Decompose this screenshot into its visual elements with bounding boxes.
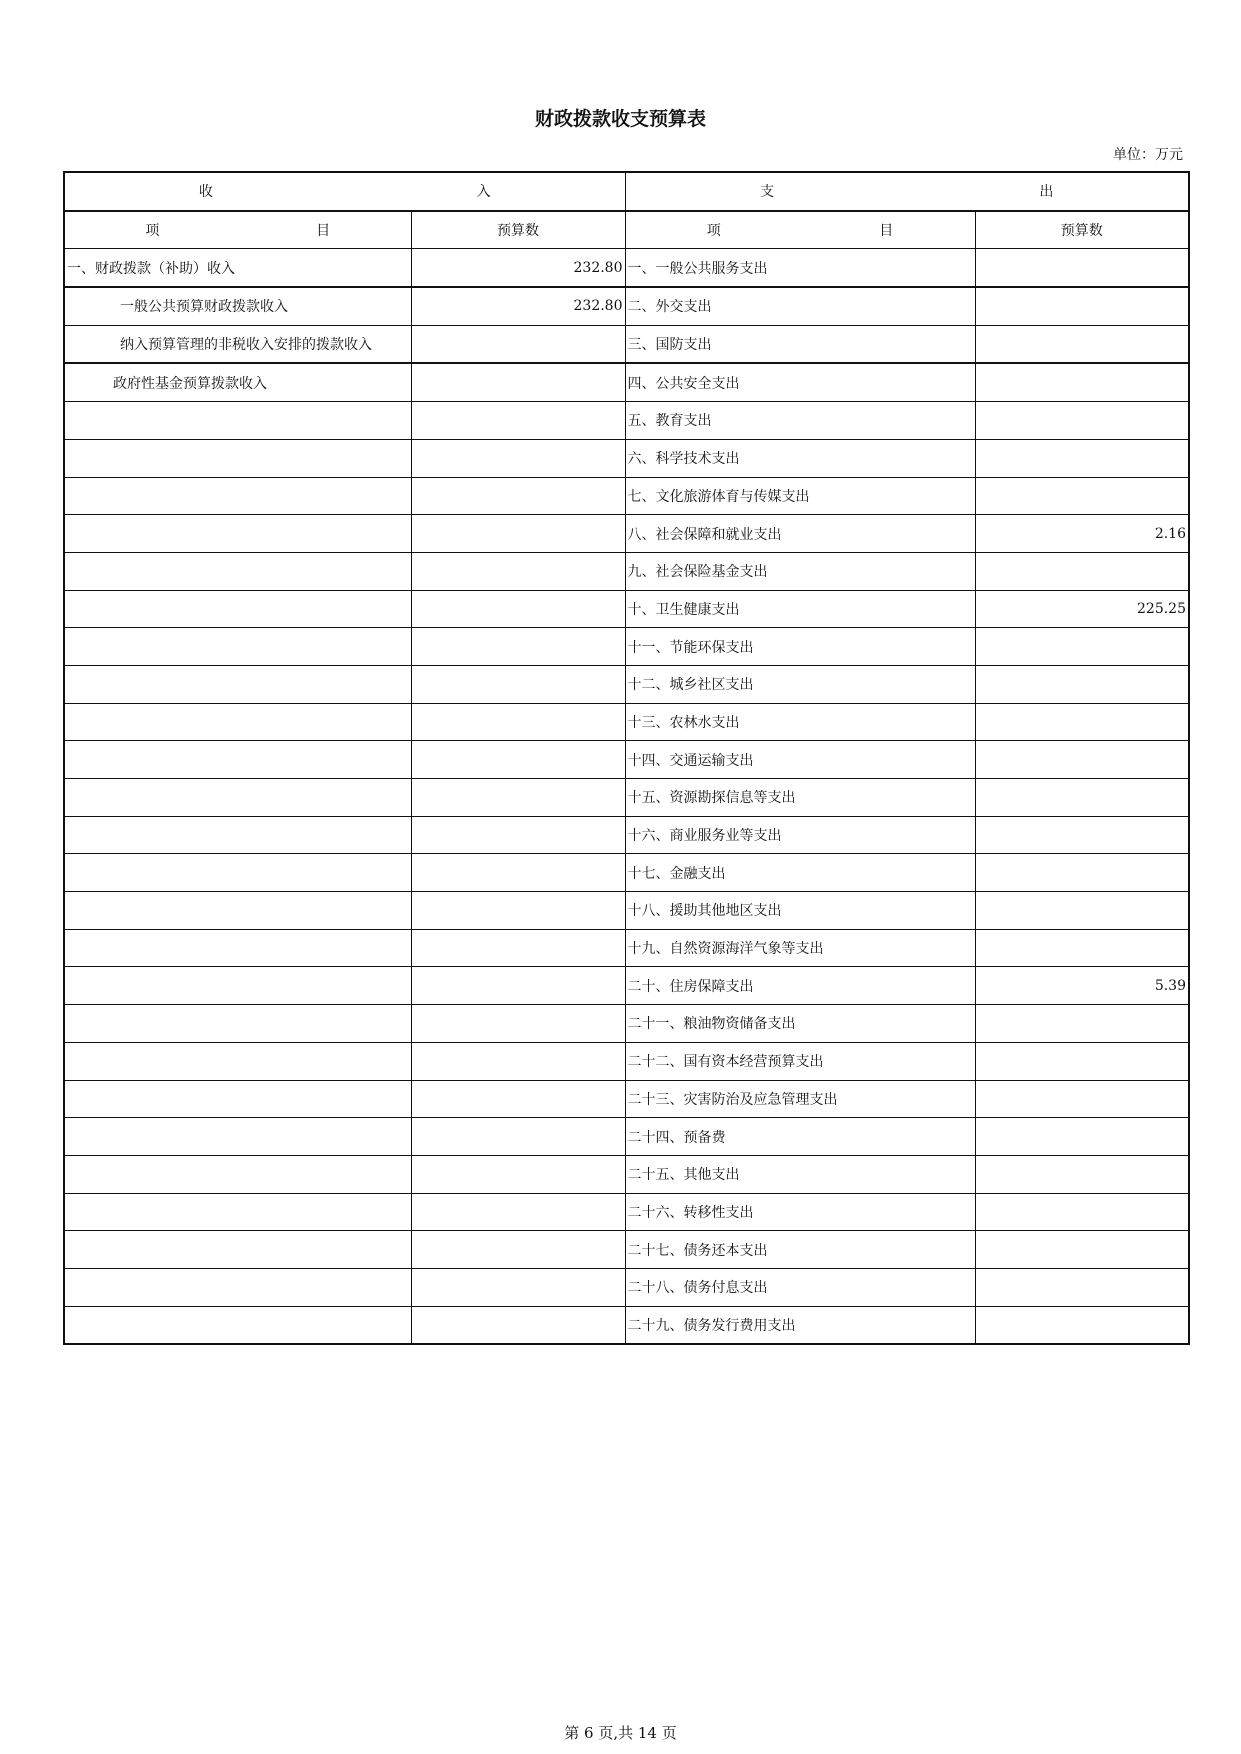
expense-value-cell [975, 628, 1189, 666]
expense-item-cell: 十三、农林水支出 [625, 703, 975, 741]
income-item-cell [64, 1231, 411, 1269]
item-char: 目 [316, 223, 331, 240]
expense-item-cell: 二十二、国有资本经营预算支出 [625, 1042, 975, 1080]
income-value-cell [411, 1306, 625, 1344]
expense-item-cell: 十八、援助其他地区支出 [625, 892, 975, 930]
expense-value-cell: 2.16 [975, 515, 1189, 553]
table-row [64, 816, 1189, 854]
expense-value-cell: 225.25 [975, 590, 1189, 628]
page-footer: 第 6 页,共 14 页 [564, 1724, 677, 1742]
expense-item-cell: 十一、节能环保支出 [625, 628, 975, 666]
income-item-cell [64, 967, 411, 1005]
expense-value-cell [975, 1155, 1189, 1193]
table-row [64, 1231, 1189, 1269]
income-value-cell [411, 1268, 625, 1306]
expense-item-cell: 七、文化旅游体育与传媒支出 [625, 477, 975, 515]
table-row [64, 741, 1189, 779]
income-value-cell [411, 1005, 625, 1043]
expense-value-cell [975, 929, 1189, 967]
income-value-cell [411, 665, 625, 703]
income-value-cell [411, 1118, 625, 1156]
income-item-cell [64, 703, 411, 741]
income-value-cell [411, 477, 625, 515]
income-item-cell: 政府性基金预算拨款收入 [64, 363, 411, 401]
income-item-cell: 一般公共预算财政拨款收入 [64, 287, 411, 325]
expense-budget-header: 预算数 [975, 211, 1189, 249]
expense-item-cell: 十七、金融支出 [625, 854, 975, 892]
table-row [64, 703, 1189, 741]
income-item-cell [64, 1193, 411, 1231]
income-item-cell: 一、财政拨款（补助）收入 [64, 249, 411, 287]
expense-value-cell [975, 1042, 1189, 1080]
expense-value-cell [975, 892, 1189, 930]
income-value-cell [411, 779, 625, 817]
income-value-cell [411, 929, 625, 967]
income-value-cell [411, 325, 625, 363]
income-item-cell [64, 665, 411, 703]
table-row [64, 1042, 1189, 1080]
expense-value-cell [975, 249, 1189, 287]
expense-item-cell: 三、国防支出 [625, 325, 975, 363]
income-item-cell: 纳入预算管理的非税收入安排的拨款收入 [64, 325, 411, 363]
expense-value-cell [975, 287, 1189, 325]
table-row [64, 1193, 1189, 1231]
income-item-cell [64, 1042, 411, 1080]
income-value-cell [411, 439, 625, 477]
income-item-cell [64, 1080, 411, 1118]
expense-item-cell: 五、教育支出 [625, 402, 975, 440]
income-item-cell [64, 439, 411, 477]
income-header-char: 收 [198, 184, 213, 201]
income-item-cell [64, 1155, 411, 1193]
income-value-cell [411, 967, 625, 1005]
expense-value-cell [975, 854, 1189, 892]
budget-table [63, 171, 1190, 1345]
expense-item-cell: 八、社会保障和就业支出 [625, 515, 975, 553]
income-item-cell [64, 1306, 411, 1344]
income-item-cell [64, 741, 411, 779]
expense-item-cell: 二十五、其他支出 [625, 1155, 975, 1193]
expense-item-cell: 二、外交支出 [625, 287, 975, 325]
expense-value-cell [975, 1080, 1189, 1118]
income-item-cell [64, 590, 411, 628]
expense-value-cell [975, 477, 1189, 515]
expense-item-header [625, 211, 975, 249]
expense-value-cell [975, 1005, 1189, 1043]
income-value-cell [411, 515, 625, 553]
expense-value-cell [975, 665, 1189, 703]
expense-value-cell [975, 1306, 1189, 1344]
expense-value-cell [975, 703, 1189, 741]
expense-value-cell [975, 1231, 1189, 1269]
expense-item-cell: 二十九、债务发行费用支出 [625, 1306, 975, 1344]
income-item-cell [64, 779, 411, 817]
income-item-cell [64, 929, 411, 967]
expense-item-cell: 二十七、债务还本支出 [625, 1231, 975, 1269]
table-row [64, 590, 1189, 628]
expense-item-cell: 二十三、灾害防治及应急管理支出 [625, 1080, 975, 1118]
unit-label: 单位：万元 [1113, 147, 1183, 163]
table-row [64, 439, 1189, 477]
income-value-cell [411, 363, 625, 401]
table-row [64, 665, 1189, 703]
page-title: 财政拨款收支预算表 [534, 108, 706, 130]
expense-item-cell: 六、科学技术支出 [625, 439, 975, 477]
expense-item-cell: 十五、资源勘探信息等支出 [625, 779, 975, 817]
expense-item-cell: 二十八、债务付息支出 [625, 1268, 975, 1306]
table-row [64, 1268, 1189, 1306]
income-value-cell [411, 1080, 625, 1118]
expense-value-cell [975, 816, 1189, 854]
table-row [64, 515, 1189, 553]
income-item-cell [64, 816, 411, 854]
expense-value-cell: 5.39 [975, 967, 1189, 1005]
item-char: 目 [879, 223, 894, 240]
income-item-header [64, 211, 411, 249]
expense-item-cell: 十二、城乡社区支出 [625, 665, 975, 703]
table-row [64, 1306, 1189, 1344]
expense-item-cell: 九、社会保险基金支出 [625, 552, 975, 590]
expense-item-cell: 四、公共安全支出 [625, 363, 975, 401]
table-row [64, 779, 1189, 817]
income-item-cell [64, 477, 411, 515]
table-row [64, 477, 1189, 515]
expense-item-cell: 二十六、转移性支出 [625, 1193, 975, 1231]
income-item-cell [64, 628, 411, 666]
income-item-cell [64, 1118, 411, 1156]
income-value-cell [411, 703, 625, 741]
income-header [64, 172, 625, 211]
expense-item-cell: 一、一般公共服务支出 [625, 249, 975, 287]
table-row [64, 249, 1189, 287]
expense-value-cell [975, 779, 1189, 817]
expense-header-char: 出 [1039, 184, 1054, 201]
income-value-cell [411, 552, 625, 590]
expense-value-cell [975, 325, 1189, 363]
table-row [64, 1005, 1189, 1043]
income-item-cell [64, 1005, 411, 1043]
expense-item-cell: 二十四、预备费 [625, 1118, 975, 1156]
table-row [64, 1118, 1189, 1156]
income-value-cell: 232.80 [411, 287, 625, 325]
expense-value-cell [975, 552, 1189, 590]
income-value-cell [411, 1155, 625, 1193]
table-row [64, 402, 1189, 440]
income-item-cell [64, 402, 411, 440]
expense-item-cell: 十、卫生健康支出 [625, 590, 975, 628]
expense-item-cell: 十九、自然资源海洋气象等支出 [625, 929, 975, 967]
table-row [64, 552, 1189, 590]
income-value-cell [411, 1231, 625, 1269]
header-row-sub [64, 211, 1189, 249]
expense-item-cell: 十四、交通运输支出 [625, 741, 975, 779]
income-budget-header: 预算数 [411, 211, 625, 249]
income-item-cell [64, 515, 411, 553]
income-value-cell [411, 854, 625, 892]
income-item-cell [64, 552, 411, 590]
expense-value-cell [975, 741, 1189, 779]
income-item-cell [64, 1268, 411, 1306]
expense-value-cell [975, 439, 1189, 477]
expense-value-cell [975, 402, 1189, 440]
table-row [64, 363, 1189, 401]
table-row [64, 325, 1189, 363]
expense-value-cell [975, 1193, 1189, 1231]
expense-header-char: 支 [760, 184, 775, 201]
table-row [64, 892, 1189, 930]
income-item-cell [64, 892, 411, 930]
income-value-cell [411, 1193, 625, 1231]
table-row [64, 628, 1189, 666]
income-value-cell [411, 892, 625, 930]
expense-value-cell [975, 1118, 1189, 1156]
income-value-cell: 232.80 [411, 249, 625, 287]
table-row [64, 929, 1189, 967]
income-value-cell [411, 628, 625, 666]
income-value-cell [411, 741, 625, 779]
income-value-cell [411, 816, 625, 854]
expense-header [625, 172, 1189, 211]
expense-item-cell: 十六、商业服务业等支出 [625, 816, 975, 854]
table-row [64, 287, 1189, 325]
income-value-cell [411, 1042, 625, 1080]
income-value-cell [411, 590, 625, 628]
table-row [64, 854, 1189, 892]
expense-item-cell: 二十、住房保障支出 [625, 967, 975, 1005]
header-row-main [64, 172, 1189, 211]
income-item-cell [64, 854, 411, 892]
expense-value-cell [975, 1268, 1189, 1306]
item-char: 项 [706, 223, 721, 240]
table-row [64, 1155, 1189, 1193]
expense-item-cell: 二十一、粮油物资储备支出 [625, 1005, 975, 1043]
income-value-cell [411, 402, 625, 440]
income-header-char: 入 [476, 184, 491, 201]
table-row [64, 967, 1189, 1005]
table-row [64, 1080, 1189, 1118]
expense-value-cell [975, 363, 1189, 401]
item-char: 项 [145, 223, 160, 240]
